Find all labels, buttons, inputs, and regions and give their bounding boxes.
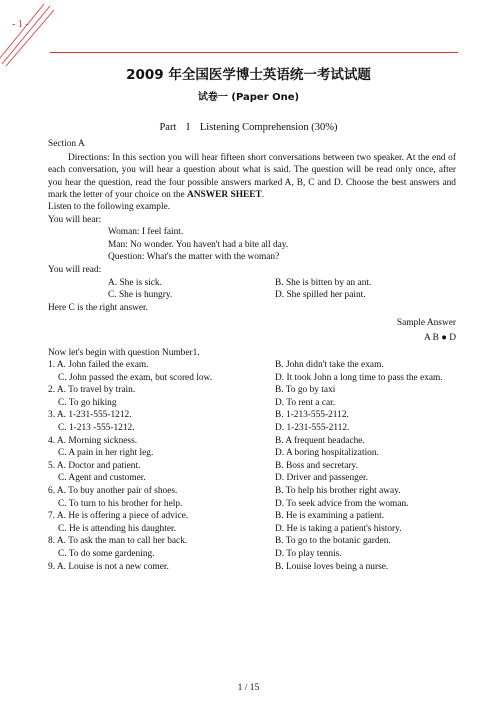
question-row (48, 461, 456, 474)
question-row (48, 398, 456, 411)
question-row (48, 536, 456, 549)
example-line: Woman: I feel faint. (108, 227, 184, 238)
question-option: B. A frequent headache. (275, 435, 365, 446)
paper-subtitle: 试卷一 (Paper One) (197, 92, 300, 103)
question-option: D. 1-231-555-2112. (275, 423, 350, 434)
example-option-row (48, 278, 456, 291)
question-option: B. To go to the botanic garden. (275, 536, 391, 547)
directions-end: . (261, 190, 265, 201)
question-option: B. To go by taxi (275, 385, 336, 396)
example-option: D. She spilled her paint. (275, 290, 366, 301)
example-line: Man: No wonder. You haven't had a bite all day. (108, 239, 289, 250)
question-option: B. He is examining a patient. (275, 511, 385, 522)
part-number: I (186, 122, 190, 133)
question-option: C. To turn to his brother for help. (58, 498, 183, 509)
part-heading (0, 122, 497, 134)
question-option: 3. A. 1-231-555-1212. (48, 410, 132, 421)
question-option: B. Boss and secretary. (275, 460, 358, 471)
question-option: D. To play tennis. (275, 549, 342, 559)
sample-answer-label: Sample Answer (396, 318, 456, 329)
question-option: D. It took John a long time to pass the exam. (275, 372, 443, 383)
page-footer: 1 / 15 (237, 683, 260, 693)
question-row (48, 473, 456, 486)
question-option: 7. A. He is offering a piece of advice. (48, 511, 189, 522)
section-heading: Section A (48, 139, 85, 149)
question-row (48, 549, 456, 562)
question-option: B. John didn't take the exam. (275, 360, 384, 371)
question-option: 6. A. To buy another pair of shoes. (48, 486, 178, 497)
question-row (48, 410, 456, 423)
question-option: D. A boring hospitalization. (275, 448, 379, 459)
header-rule (50, 52, 458, 53)
question-option: C. To do some gardening. (58, 549, 155, 559)
question-option: 2. A. To travel by train. (48, 385, 136, 396)
question-option: C. He is attending his daughter. (58, 523, 176, 534)
question-row (48, 499, 456, 512)
question-row (48, 423, 456, 436)
question-option: 8. A. To ask the man to call her back. (48, 536, 188, 547)
question-option: D. Driver and passenger. (275, 473, 368, 484)
question-row (48, 385, 456, 398)
example-option: A. She is sick. (108, 277, 162, 288)
document-body (48, 139, 456, 574)
example-option: C. She is hungry. (108, 290, 173, 301)
answer-sheet-label: ANSWER SHEET (187, 190, 262, 201)
question-row (48, 373, 456, 386)
corner-decoration (0, 0, 60, 70)
directions-paragraph (48, 152, 456, 202)
question-option: C. Agent and customer. (58, 473, 146, 484)
page-label: - 1 - (12, 19, 29, 30)
question-row (48, 562, 456, 575)
you-will-read: You will read: (48, 264, 102, 275)
question-row (48, 511, 456, 524)
question-option: C. John passed the exam, but scored low. (58, 372, 213, 383)
question-option: B. 1-213-555-2112. (275, 410, 349, 421)
example-option-row (48, 290, 456, 303)
question-option: D. He is taking a patient's history. (275, 523, 402, 534)
question-option: C. A pain in her right leg. (58, 448, 154, 459)
question-option: C. To go hiking (58, 397, 117, 408)
example-line: Question: What's the matter with the woman? (108, 252, 280, 263)
question-row (48, 436, 456, 449)
part-word: Part (159, 122, 177, 133)
question-option: B. Louise loves being a nurse. (275, 561, 389, 572)
question-option: 9. A. Louise is not a new comer. (48, 561, 169, 572)
page-title: 2009 年全国医学博士英语统一考试试题 (126, 67, 371, 83)
part-title: Listening Comprehension (30%) (199, 122, 338, 133)
you-will-hear: You will hear: (48, 214, 102, 225)
begin-instruction: Now let's begin with question Number1. (48, 347, 200, 358)
question-option: D. To rent a car. (275, 397, 336, 408)
listen-example: Listen to the following example. (48, 201, 171, 212)
question-option: 5. A. Doctor and patient. (48, 460, 141, 471)
question-option: B. To help his brother right away. (275, 486, 401, 497)
sample-answer-value: A B ● D (424, 332, 456, 343)
question-option: C. 1-213 -555-1212. (58, 423, 135, 434)
right-answer-note: Here C is the right answer. (48, 302, 148, 313)
question-option: 4. A. Morning sickness. (48, 435, 138, 446)
question-row (48, 448, 456, 461)
question-row (48, 360, 456, 373)
question-option: 1. A. John failed the exam. (48, 360, 149, 371)
question-option: D. To seek advice from the woman. (275, 498, 409, 509)
question-row (48, 486, 456, 499)
directions-text: Directions: In this section you will hear fifteen short conversations between two speaker. At the end of each conversation, you will hear a question about what is said. The question will be read only once, after you hear the question, read the four possible answers marked A, B, C and D. Choose the best answers and mark the letter of your choice on the (48, 152, 456, 201)
question-row (48, 524, 456, 537)
example-option: B. She is bitten by an ant. (275, 277, 372, 288)
question-list (48, 360, 456, 574)
